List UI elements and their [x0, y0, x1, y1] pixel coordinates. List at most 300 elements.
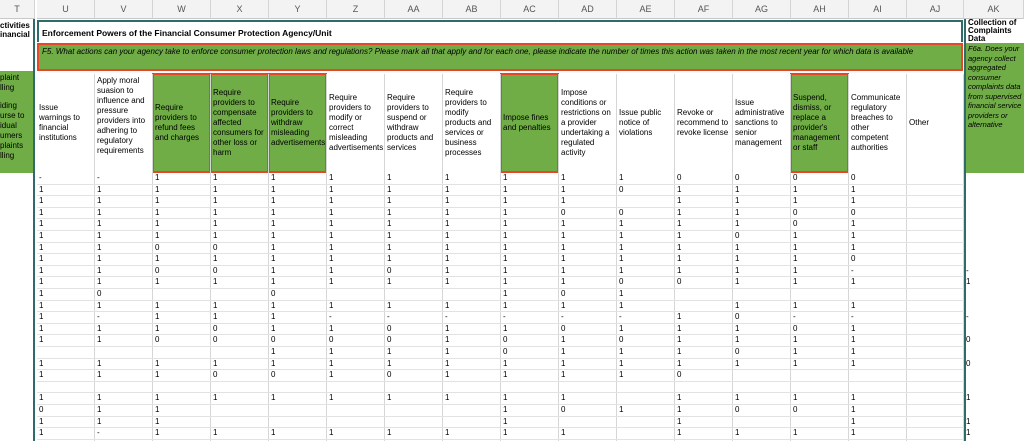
- data-cell[interactable]: 0: [503, 347, 508, 356]
- data-cell[interactable]: 1: [445, 393, 450, 403]
- data-cell[interactable]: 1: [39, 289, 44, 298]
- data-cell[interactable]: 1: [155, 277, 160, 287]
- data-cell[interactable]: [964, 244, 1024, 253]
- data-cell[interactable]: [907, 406, 964, 415]
- data-cell[interactable]: [964, 371, 1024, 380]
- data-cell[interactable]: 1: [561, 219, 566, 229]
- data-cell[interactable]: 1: [155, 231, 160, 240]
- data-cell[interactable]: -: [329, 312, 332, 322]
- data-cell[interactable]: 1: [851, 277, 856, 287]
- data-cell[interactable]: 1: [851, 393, 856, 403]
- data-cell[interactable]: 1: [445, 335, 450, 345]
- data-cell[interactable]: 1: [39, 416, 44, 426]
- data-cell[interactable]: 1: [793, 277, 798, 287]
- data-cell[interactable]: 1: [793, 393, 798, 403]
- data-cell[interactable]: 1: [619, 242, 624, 252]
- data-cell[interactable]: 1: [213, 312, 218, 322]
- data-cell[interactable]: 1: [387, 231, 392, 240]
- data-cell[interactable]: [907, 255, 964, 264]
- data-cell[interactable]: 1: [445, 231, 450, 240]
- data-cell[interactable]: [907, 186, 964, 195]
- data-cell[interactable]: 1: [213, 196, 218, 206]
- data-cell[interactable]: 0: [851, 173, 856, 182]
- data-cell[interactable]: [907, 418, 964, 427]
- data-cell[interactable]: 1: [561, 300, 566, 310]
- data-cell[interactable]: [617, 394, 675, 403]
- data-cell[interactable]: 1: [155, 254, 160, 264]
- data-cell[interactable]: 1: [851, 428, 856, 438]
- data-cell[interactable]: 1: [387, 347, 392, 356]
- data-cell[interactable]: 1: [329, 173, 334, 182]
- column-header-ai[interactable]: AI: [849, 0, 907, 19]
- action-header[interactable]: [95, 74, 152, 172]
- data-cell[interactable]: 0: [387, 265, 392, 275]
- data-cell[interactable]: 1: [97, 300, 102, 310]
- data-cell[interactable]: [907, 371, 964, 380]
- data-cell[interactable]: [907, 302, 964, 311]
- data-cell[interactable]: 1: [39, 277, 44, 287]
- data-cell[interactable]: 1: [39, 300, 44, 310]
- data-cell[interactable]: 1: [966, 277, 971, 287]
- data-cell[interactable]: 1: [561, 428, 566, 438]
- data-cell[interactable]: 1: [271, 231, 276, 240]
- data-cell[interactable]: 1: [445, 358, 450, 368]
- data-cell[interactable]: 1: [387, 254, 392, 264]
- data-cell[interactable]: 1: [503, 300, 508, 310]
- data-cell[interactable]: 1: [387, 277, 392, 287]
- data-cell[interactable]: 1: [503, 254, 508, 264]
- data-cell[interactable]: 1: [97, 358, 102, 368]
- data-cell[interactable]: [443, 383, 501, 392]
- data-cell[interactable]: 1: [97, 335, 102, 345]
- data-cell[interactable]: 1: [329, 196, 334, 206]
- data-cell[interactable]: 0: [387, 335, 392, 345]
- data-cell[interactable]: 1: [97, 231, 102, 240]
- data-cell[interactable]: 1: [329, 231, 334, 240]
- data-cell[interactable]: 1: [387, 173, 392, 182]
- column-header-u[interactable]: U: [37, 0, 95, 19]
- data-cell[interactable]: [964, 325, 1024, 334]
- data-cell[interactable]: [964, 255, 1024, 264]
- data-cell[interactable]: 1: [387, 219, 392, 229]
- data-cell[interactable]: 1: [39, 242, 44, 252]
- data-cell[interactable]: 1: [561, 184, 566, 194]
- data-cell[interactable]: 0: [213, 265, 218, 275]
- data-cell[interactable]: 0: [735, 312, 740, 322]
- data-cell[interactable]: 1: [619, 219, 624, 229]
- data-cell[interactable]: 1: [39, 196, 44, 206]
- column-header-aa[interactable]: AA: [385, 0, 443, 19]
- data-cell[interactable]: 1: [503, 242, 508, 252]
- data-cell[interactable]: 0: [735, 231, 740, 240]
- data-cell[interactable]: 0: [735, 173, 740, 182]
- data-cell[interactable]: -: [97, 312, 100, 322]
- data-cell[interactable]: 1: [445, 277, 450, 287]
- data-cell[interactable]: [95, 383, 153, 392]
- data-cell[interactable]: 1: [213, 219, 218, 229]
- data-cell[interactable]: 1: [445, 207, 450, 217]
- data-cell[interactable]: 1: [793, 231, 798, 240]
- data-cell[interactable]: 1: [851, 242, 856, 252]
- action-header[interactable]: [675, 74, 732, 172]
- data-cell[interactable]: 1: [561, 173, 566, 182]
- column-header-z[interactable]: Z: [327, 0, 385, 19]
- data-cell[interactable]: 1: [561, 231, 566, 240]
- data-cell[interactable]: 1: [445, 184, 450, 194]
- data-cell[interactable]: 1: [155, 393, 160, 403]
- data-cell[interactable]: 1: [445, 323, 450, 333]
- data-cell[interactable]: 1: [329, 347, 334, 356]
- action-header[interactable]: [37, 74, 94, 172]
- data-cell[interactable]: 1: [445, 370, 450, 380]
- column-header-w[interactable]: W: [153, 0, 211, 19]
- data-cell[interactable]: 1: [387, 242, 392, 252]
- data-cell[interactable]: 0: [793, 173, 798, 182]
- data-cell[interactable]: 1: [271, 196, 276, 206]
- data-cell[interactable]: 0: [677, 173, 682, 182]
- data-cell[interactable]: 1: [97, 277, 102, 287]
- data-cell[interactable]: 1: [97, 196, 102, 206]
- data-cell[interactable]: 1: [329, 254, 334, 264]
- action-header[interactable]: [907, 74, 963, 172]
- data-cell[interactable]: 1: [677, 184, 682, 194]
- data-cell[interactable]: 1: [387, 358, 392, 368]
- data-cell[interactable]: 0: [619, 277, 624, 287]
- data-cell[interactable]: [907, 383, 964, 392]
- data-cell[interactable]: 1: [503, 196, 508, 206]
- data-cell[interactable]: 1: [851, 300, 856, 310]
- data-cell[interactable]: [907, 267, 964, 276]
- data-cell[interactable]: [733, 383, 791, 392]
- data-cell[interactable]: 1: [677, 231, 682, 240]
- data-cell[interactable]: 1: [735, 323, 740, 333]
- data-cell[interactable]: -: [851, 265, 854, 275]
- data-cell[interactable]: [907, 348, 964, 357]
- data-cell[interactable]: [443, 290, 501, 299]
- data-cell[interactable]: 0: [793, 219, 798, 229]
- data-cell[interactable]: -: [966, 265, 969, 275]
- data-cell[interactable]: 1: [619, 323, 624, 333]
- data-cell[interactable]: 0: [97, 289, 102, 298]
- column-header-ak[interactable]: AK: [964, 0, 1024, 19]
- data-cell[interactable]: 1: [271, 347, 276, 356]
- data-cell[interactable]: 1: [329, 358, 334, 368]
- data-cell[interactable]: 1: [793, 358, 798, 368]
- data-cell[interactable]: 0: [851, 207, 856, 217]
- data-cell[interactable]: [617, 418, 675, 427]
- data-cell[interactable]: 1: [155, 300, 160, 310]
- data-cell[interactable]: 0: [851, 254, 856, 264]
- data-cell[interactable]: [675, 302, 733, 311]
- data-cell[interactable]: 1: [271, 393, 276, 403]
- data-cell[interactable]: -: [793, 312, 796, 322]
- data-cell[interactable]: 1: [39, 393, 44, 403]
- data-cell[interactable]: 1: [155, 196, 160, 206]
- data-cell[interactable]: 0: [155, 265, 160, 275]
- data-cell[interactable]: 1: [735, 265, 740, 275]
- data-cell[interactable]: [211, 290, 269, 299]
- data-cell[interactable]: 1: [503, 173, 508, 182]
- data-cell[interactable]: 0: [213, 370, 218, 380]
- data-cell[interactable]: 1: [271, 358, 276, 368]
- left-partial-header[interactable]: ctivities inancial: [0, 21, 30, 39]
- data-cell[interactable]: [211, 348, 269, 357]
- data-cell[interactable]: 0: [793, 323, 798, 333]
- data-cell[interactable]: 1: [735, 428, 740, 438]
- data-cell[interactable]: 1: [213, 428, 218, 438]
- data-cell[interactable]: 1: [271, 254, 276, 264]
- action-header[interactable]: [327, 74, 384, 172]
- data-cell[interactable]: 1: [39, 231, 44, 240]
- data-cell[interactable]: 1: [677, 428, 682, 438]
- data-cell[interactable]: 0: [213, 323, 218, 333]
- data-cell[interactable]: 1: [445, 265, 450, 275]
- data-cell[interactable]: 1: [97, 207, 102, 217]
- data-cell[interactable]: 0: [561, 207, 566, 217]
- data-cell[interactable]: [153, 290, 211, 299]
- data-cell[interactable]: 1: [735, 335, 740, 345]
- data-cell[interactable]: 1: [155, 323, 160, 333]
- data-cell[interactable]: [617, 383, 675, 392]
- data-cell[interactable]: [964, 290, 1024, 299]
- data-cell[interactable]: 1: [503, 219, 508, 229]
- data-cell[interactable]: 1: [387, 207, 392, 217]
- column-header-ab[interactable]: AB: [443, 0, 501, 19]
- data-cell[interactable]: [327, 290, 385, 299]
- data-cell[interactable]: 1: [793, 184, 798, 194]
- data-cell[interactable]: 1: [213, 173, 218, 182]
- data-cell[interactable]: 0: [966, 358, 971, 368]
- data-cell[interactable]: 1: [793, 428, 798, 438]
- data-cell[interactable]: 1: [851, 184, 856, 194]
- data-cell[interactable]: 1: [793, 265, 798, 275]
- data-cell[interactable]: 1: [213, 207, 218, 217]
- data-cell[interactable]: 0: [271, 335, 276, 345]
- data-cell[interactable]: 1: [851, 416, 856, 426]
- data-cell[interactable]: [617, 197, 675, 206]
- data-cell[interactable]: 1: [561, 265, 566, 275]
- data-cell[interactable]: 1: [735, 358, 740, 368]
- data-cell[interactable]: 0: [561, 323, 566, 333]
- data-cell[interactable]: 1: [97, 405, 102, 414]
- data-cell[interactable]: -: [851, 312, 854, 322]
- data-cell[interactable]: 1: [445, 173, 450, 182]
- data-cell[interactable]: 1: [735, 254, 740, 264]
- data-cell[interactable]: 1: [39, 370, 44, 380]
- data-cell[interactable]: [907, 313, 964, 322]
- data-cell[interactable]: [211, 418, 269, 427]
- left-partial-green-cell[interactable]: [0, 71, 33, 173]
- data-cell[interactable]: 1: [271, 277, 276, 287]
- data-cell[interactable]: 1: [966, 393, 971, 403]
- data-cell[interactable]: [849, 371, 907, 380]
- data-cell[interactable]: 1: [329, 265, 334, 275]
- data-cell[interactable]: [153, 383, 211, 392]
- data-cell[interactable]: 1: [619, 300, 624, 310]
- data-cell[interactable]: 1: [155, 207, 160, 217]
- data-cell[interactable]: 1: [155, 370, 160, 380]
- data-cell[interactable]: 1: [97, 219, 102, 229]
- data-cell[interactable]: [733, 290, 791, 299]
- column-header-aj[interactable]: AJ: [907, 0, 964, 19]
- data-cell[interactable]: 1: [561, 358, 566, 368]
- data-cell[interactable]: [675, 290, 733, 299]
- data-cell[interactable]: [907, 220, 964, 229]
- data-cell[interactable]: 1: [39, 312, 44, 322]
- data-cell[interactable]: 1: [387, 196, 392, 206]
- data-cell[interactable]: 1: [677, 312, 682, 322]
- data-cell[interactable]: 1: [445, 300, 450, 310]
- data-cell[interactable]: 1: [793, 335, 798, 345]
- data-cell[interactable]: 1: [735, 242, 740, 252]
- data-cell[interactable]: [907, 232, 964, 241]
- data-cell[interactable]: 1: [97, 323, 102, 333]
- data-cell[interactable]: [849, 290, 907, 299]
- data-cell[interactable]: 1: [851, 231, 856, 240]
- data-cell[interactable]: 1: [213, 393, 218, 403]
- data-cell[interactable]: [385, 290, 443, 299]
- data-cell[interactable]: 1: [39, 428, 44, 438]
- data-cell[interactable]: -: [445, 312, 448, 322]
- data-cell[interactable]: -: [97, 173, 100, 182]
- data-cell[interactable]: 1: [793, 300, 798, 310]
- data-cell[interactable]: -: [966, 312, 969, 322]
- data-cell[interactable]: 1: [329, 370, 334, 380]
- data-cell[interactable]: [964, 197, 1024, 206]
- data-cell[interactable]: [385, 383, 443, 392]
- data-cell[interactable]: 1: [97, 242, 102, 252]
- data-cell[interactable]: 1: [561, 254, 566, 264]
- data-cell[interactable]: [443, 406, 501, 415]
- data-cell[interactable]: 1: [387, 184, 392, 194]
- data-cell[interactable]: 1: [793, 347, 798, 356]
- data-cell[interactable]: 1: [503, 289, 508, 298]
- data-cell[interactable]: [733, 418, 791, 427]
- action-header[interactable]: [385, 74, 442, 172]
- data-cell[interactable]: 1: [677, 265, 682, 275]
- data-cell[interactable]: 0: [793, 405, 798, 414]
- data-cell[interactable]: 1: [619, 173, 624, 182]
- data-cell[interactable]: [791, 418, 849, 427]
- data-cell[interactable]: [964, 406, 1024, 415]
- data-cell[interactable]: 0: [213, 242, 218, 252]
- data-cell[interactable]: 1: [445, 254, 450, 264]
- action-header[interactable]: [443, 74, 500, 172]
- data-cell[interactable]: 1: [329, 428, 334, 438]
- data-cell[interactable]: 1: [387, 393, 392, 403]
- data-cell[interactable]: 1: [735, 393, 740, 403]
- data-cell[interactable]: [269, 406, 327, 415]
- data-cell[interactable]: 1: [213, 300, 218, 310]
- data-cell[interactable]: [269, 418, 327, 427]
- column-header-x[interactable]: X: [211, 0, 269, 19]
- data-cell[interactable]: [907, 290, 964, 299]
- data-cell[interactable]: [964, 220, 1024, 229]
- data-cell[interactable]: 1: [677, 219, 682, 229]
- data-cell[interactable]: 1: [619, 265, 624, 275]
- data-cell[interactable]: [385, 418, 443, 427]
- data-cell[interactable]: 1: [503, 184, 508, 194]
- data-cell[interactable]: 1: [329, 207, 334, 217]
- data-cell[interactable]: 1: [155, 428, 160, 438]
- data-cell[interactable]: 1: [271, 265, 276, 275]
- data-cell[interactable]: 1: [503, 370, 508, 380]
- data-cell[interactable]: 1: [503, 231, 508, 240]
- data-cell[interactable]: [385, 406, 443, 415]
- data-cell[interactable]: 1: [97, 393, 102, 403]
- data-cell[interactable]: 1: [213, 231, 218, 240]
- data-cell[interactable]: 1: [677, 335, 682, 345]
- data-cell[interactable]: 1: [851, 347, 856, 356]
- data-cell[interactable]: 1: [619, 370, 624, 380]
- data-cell[interactable]: 1: [677, 196, 682, 206]
- data-cell[interactable]: -: [503, 312, 506, 322]
- data-cell[interactable]: 1: [677, 416, 682, 426]
- action-header[interactable]: [733, 74, 790, 172]
- data-cell[interactable]: [964, 232, 1024, 241]
- data-cell[interactable]: -: [39, 173, 42, 182]
- data-cell[interactable]: 1: [39, 323, 44, 333]
- data-cell[interactable]: 1: [97, 416, 102, 426]
- data-cell[interactable]: 1: [851, 196, 856, 206]
- data-cell[interactable]: [95, 348, 153, 357]
- column-header-ae[interactable]: AE: [617, 0, 675, 19]
- data-cell[interactable]: 0: [966, 335, 971, 345]
- data-cell[interactable]: 1: [851, 323, 856, 333]
- data-cell[interactable]: [501, 383, 559, 392]
- data-cell[interactable]: 1: [503, 323, 508, 333]
- column-header-af[interactable]: AF: [675, 0, 733, 19]
- data-cell[interactable]: -: [561, 312, 564, 322]
- data-cell[interactable]: 1: [677, 405, 682, 414]
- data-cell[interactable]: 0: [329, 335, 334, 345]
- data-cell[interactable]: [907, 336, 964, 345]
- data-cell[interactable]: 1: [503, 265, 508, 275]
- data-cell[interactable]: [907, 394, 964, 403]
- data-cell[interactable]: 1: [793, 196, 798, 206]
- data-cell[interactable]: 1: [39, 254, 44, 264]
- data-cell[interactable]: 1: [677, 347, 682, 356]
- data-cell[interactable]: 1: [503, 416, 508, 426]
- data-cell[interactable]: 1: [445, 347, 450, 356]
- data-cell[interactable]: [907, 429, 964, 438]
- data-cell[interactable]: 0: [503, 335, 508, 345]
- data-cell[interactable]: 1: [213, 254, 218, 264]
- data-cell[interactable]: [907, 197, 964, 206]
- data-cell[interactable]: 1: [155, 312, 160, 322]
- data-cell[interactable]: 1: [677, 207, 682, 217]
- data-cell[interactable]: 1: [39, 265, 44, 275]
- data-cell[interactable]: [964, 383, 1024, 392]
- data-cell[interactable]: 1: [735, 207, 740, 217]
- data-cell[interactable]: 1: [966, 416, 971, 426]
- data-cell[interactable]: 1: [677, 358, 682, 368]
- data-cell[interactable]: 0: [155, 242, 160, 252]
- action-header[interactable]: [849, 74, 906, 172]
- data-cell[interactable]: [327, 418, 385, 427]
- data-cell[interactable]: 0: [793, 207, 798, 217]
- data-cell[interactable]: 1: [793, 254, 798, 264]
- data-cell[interactable]: 1: [619, 289, 624, 298]
- data-cell[interactable]: [559, 418, 617, 427]
- data-cell[interactable]: [559, 383, 617, 392]
- data-cell[interactable]: 1: [155, 184, 160, 194]
- data-cell[interactable]: [907, 209, 964, 218]
- column-header-y[interactable]: Y: [269, 0, 327, 19]
- data-cell[interactable]: [327, 406, 385, 415]
- data-cell[interactable]: 1: [677, 393, 682, 403]
- data-cell[interactable]: 1: [503, 207, 508, 217]
